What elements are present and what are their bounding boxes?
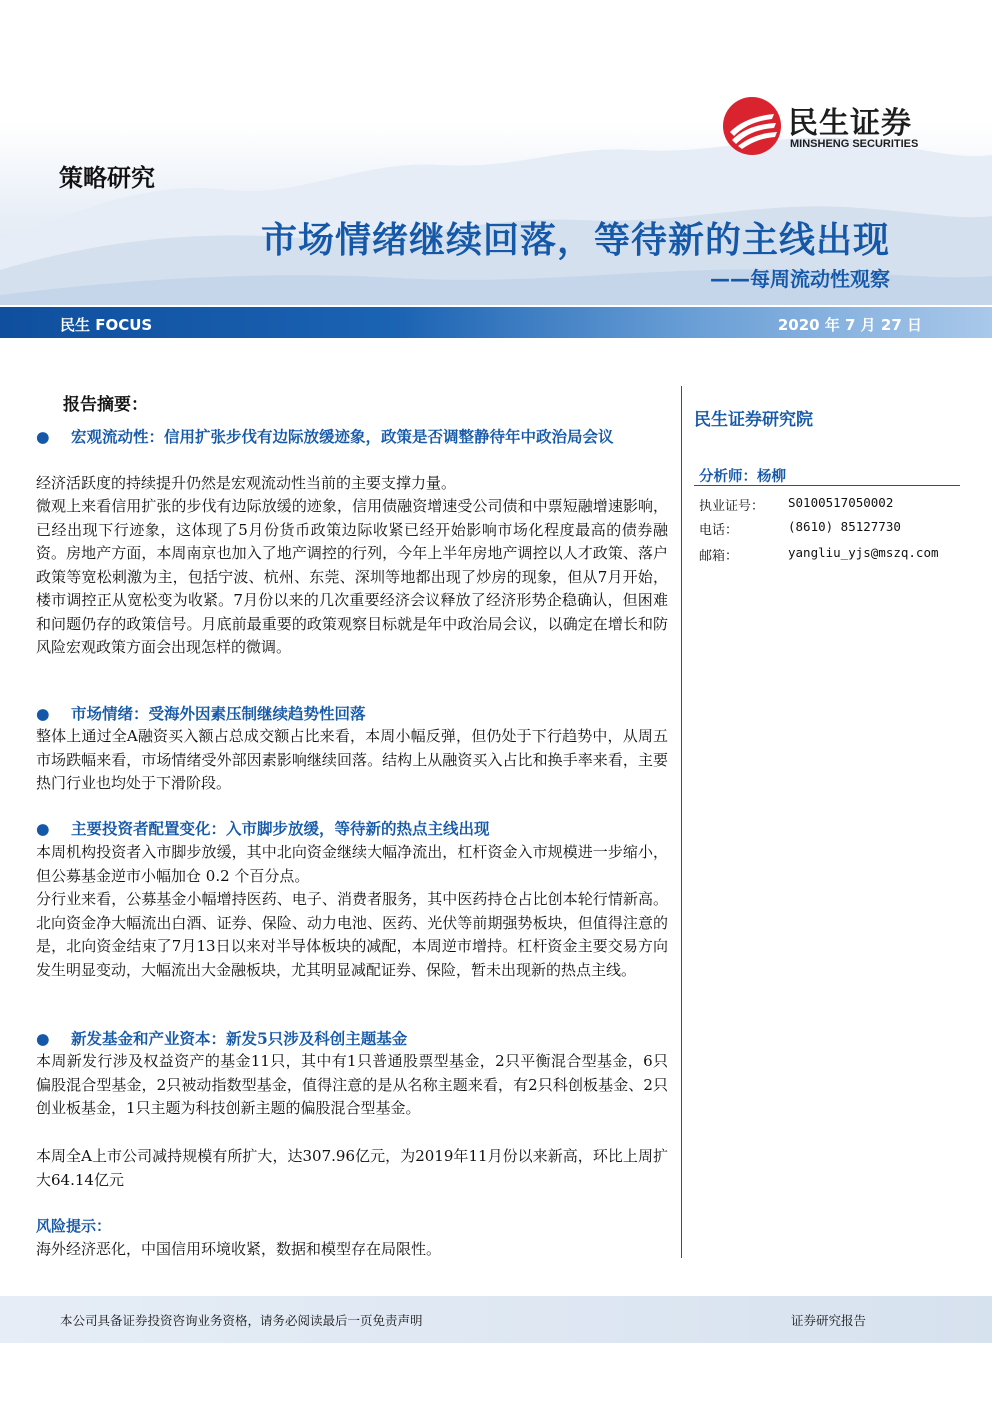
email-link[interactable]: yangliu_yjs@mszq.com: [788, 545, 939, 560]
risk-text: 海外经济恶化，中国信用环境收紧，数据和模型存在局限性。: [36, 1240, 442, 1258]
header-band: [0, 307, 992, 338]
logo-english-name: MINSHENG SECURITIES: [790, 138, 919, 150]
paragraph: 经济活跃度的持续提升仍然是宏观流动性当前的主要支撑力量。: [36, 474, 457, 492]
footer-report-type: 证券研究报告: [790, 1313, 866, 1328]
footer-disclaimer: 本公司具备证券投资咨询业务资格，请务必阅读最后一页免责声明: [60, 1313, 423, 1328]
paragraph: 整体上通过全A融资买入额占总成交额占比来看，本周小幅反弹，但仍处于下行趋势中，从周五市场跌幅来看，市场情绪受外部因素影响继续回落。结构上从融资买入占比和换手率来看，主要热门行业也均处于下滑阶段。: [36, 727, 668, 792]
logo-emblem-icon: [722, 96, 782, 156]
company-logo: [722, 96, 952, 156]
paragraph: 本周全A上市公司减持规模有所扩大，达307.96亿元，为2019年11月份以来新高，环比上周扩大64.14亿元: [36, 1147, 668, 1189]
header-banner: [0, 0, 992, 305]
abstract-heading: 报告摘要：: [63, 395, 148, 415]
bullet-icon: ●: [36, 1030, 50, 1048]
bullet-heading: ● 主要投资者配置变化：入市脚步放缓，等待新的热点主线出现: [36, 817, 674, 841]
risk-heading: 风险提示：: [36, 1217, 112, 1235]
report-subtitle: ——每周流动性观察: [710, 267, 890, 291]
bullet-icon: ●: [36, 705, 50, 723]
report-category: 策略研究: [59, 164, 155, 192]
bullet-icon: ●: [36, 820, 50, 838]
report-title: 市场情绪继续回落，等待新的主线出现: [260, 220, 890, 261]
logo-chinese-name: 民生证券: [788, 106, 912, 141]
info-label: 执业证号：: [699, 499, 765, 514]
paragraph: 本周机构投资者入市脚步放缓，其中北向资金继续大幅净流出，杠杆资金入市规模进一步缩小，但公募基金逆市小幅加仓 0.2 个百分点。: [36, 843, 668, 885]
info-label: 邮箱：: [699, 549, 739, 564]
paragraph: 本周新发行涉及权益资产的基金11只，其中有1只普通股票型基金，2只平衡混合型基金，6只偏股混合型基金，2只被动指数型基金，值得注意的是从名称主题来看，有2只科创板基金、2只创业板基金，1只主题为科技创新主题的偏股混合型基金。: [36, 1052, 668, 1117]
paragraph: 分行业来看，公募基金小幅增持医药、电子、消费者服务，其中医药持仓占比创本轮行情新高。北向资金净大幅流出白酒、证券、保险、动力电池、医药、光伏等前期强势板块，但值得注意的是，北向资金结束了7月13日以来对半导体板块的减配，本周逆市增持。杠杆资金主要交易方向发生明显变动，大幅流出大金融板块，尤其明显减配证券、保险，暂未出现新的热点主线。: [36, 890, 668, 979]
bullet-heading: ● 宏观流动性：信用扩张步伐有边际放缓迹象，政策是否调整静待年中政治局会议: [36, 425, 674, 449]
series-label: 民生 FOCUS: [60, 316, 153, 334]
info-value: (8610) 85127730: [788, 519, 901, 534]
info-value: S0100517050002: [788, 495, 894, 510]
bullet-icon: ●: [36, 428, 50, 446]
report-date: 2020 年 7 月 27 日: [777, 316, 922, 334]
paragraph: 微观上来看信用扩张的步伐有边际放缓的迹象，信用债融资增速受公司债和中票短融增速影响，已经出现下行迹象，这体现了5月份货币政策边际收紧已经开始影响市场化程度最高的债券融资。房地产方面，本周南京也加入了地产调控的行列，今年上半年房地产调控以人才政策、落户政策等宽松刺激为主，包括宁波、杭州、东莞、深圳等地都出现了炒房的现象，但从7月开始，楼市调控正从宽松变为收紧。7月份以来的几次重要经济会议释放了经济形势企稳确认，但困难和问题仍存的政策信号。月底前最重要的政策观察目标就是年中政治局会议，以确定在增长和防风险宏观政策方面会出现怎样的微调。: [36, 497, 668, 656]
column-divider: [681, 386, 682, 1258]
research-institute: 民生证券研究院: [694, 410, 813, 430]
analyst-name: 分析师：杨柳: [699, 468, 786, 485]
analyst-underline: [694, 485, 960, 486]
info-label: 电话：: [699, 523, 739, 538]
bullet-heading: ● 新发基金和产业资本：新发5只涉及科创主题基金: [36, 1027, 674, 1051]
bullet-heading: ● 市场情绪：受海外因素压制继续趋势性回落: [36, 702, 674, 726]
page-footer: [0, 1296, 992, 1343]
